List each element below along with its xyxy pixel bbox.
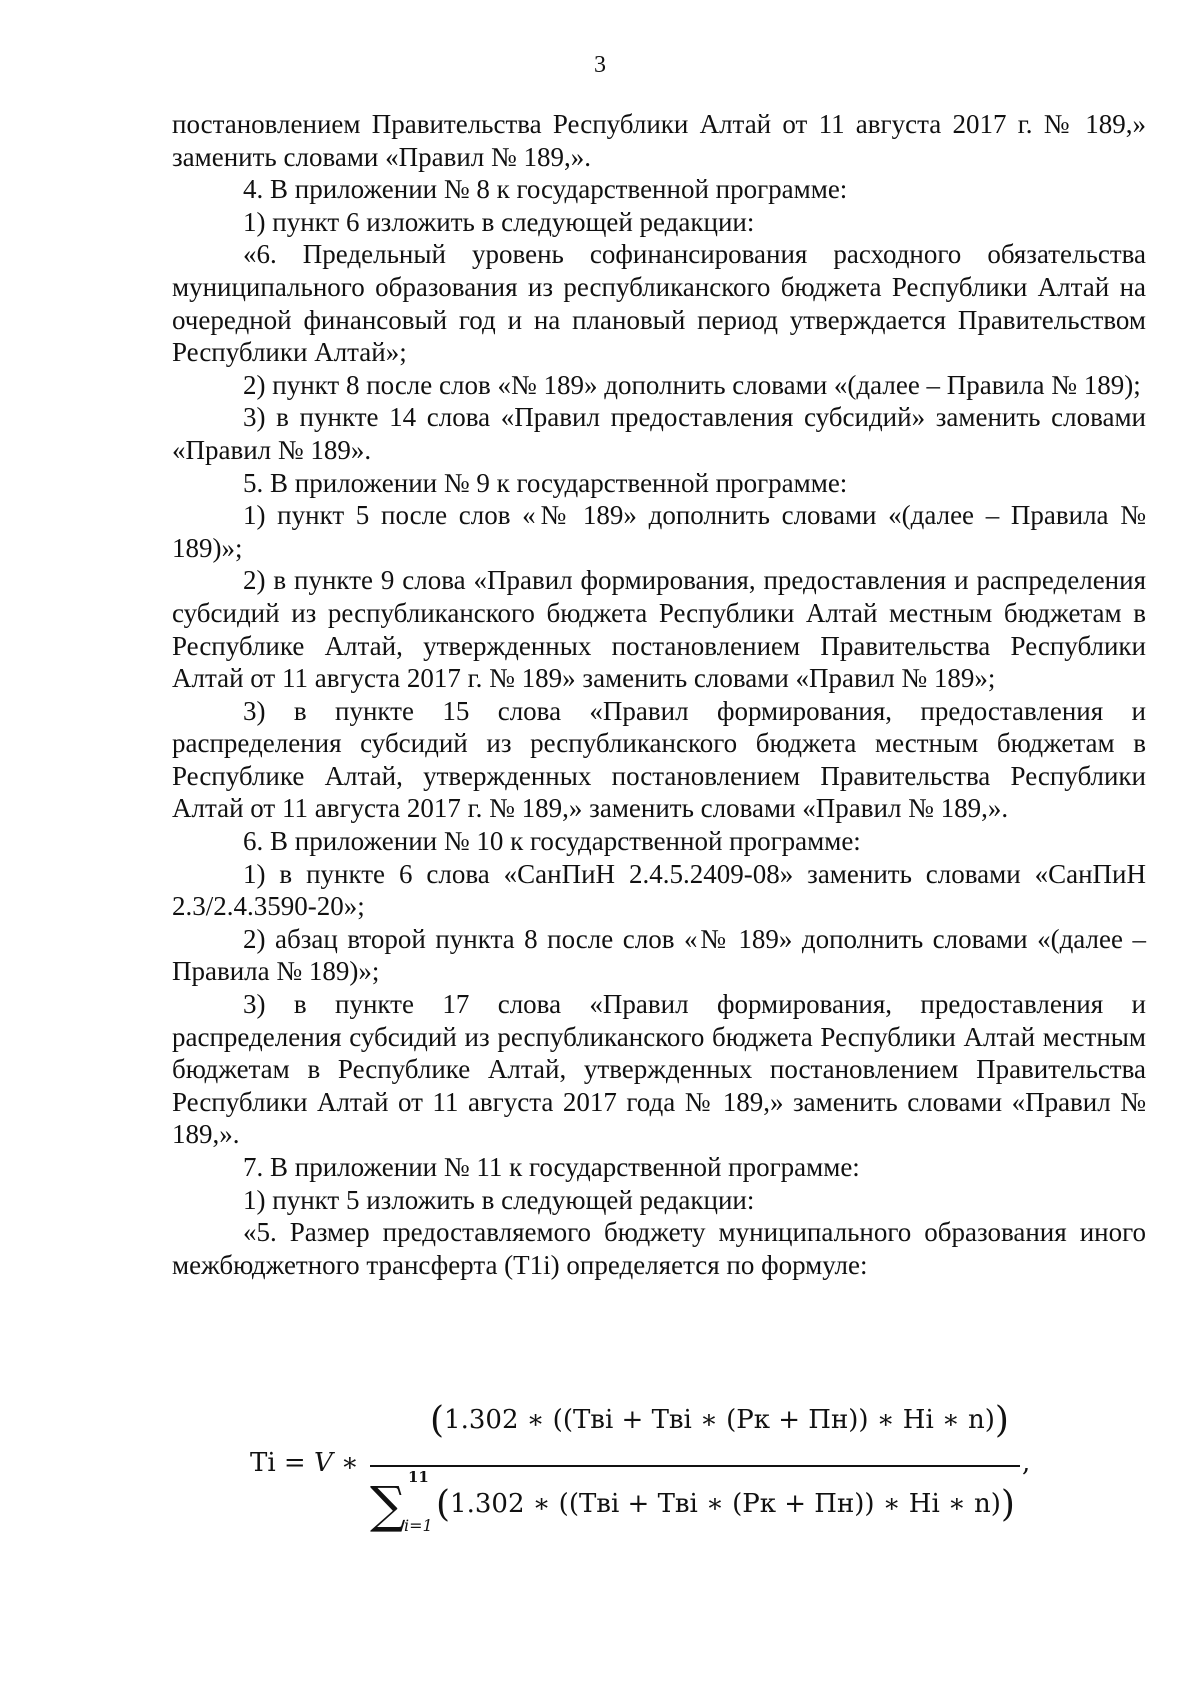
paragraph: 3) в пункте 15 слова «Правил формирования, предоставления и распределения субсидий из республиканского бюджета местным бюджетам в Республике Алтай, утвержденных постановлением Правительства Республики Алтай от 11 августа 2017 г. № 189,» заменить словами «Правил № 189,». [172, 695, 1146, 824]
paragraph: «6. Предельный уровень софинансирования расходного обязательства муниципального образования из республиканского бюджета Республики Алтай на очередной финансовый год и на плановый период утверждается Правительством Республики Алтай»; [172, 239, 1146, 368]
paragraph: постановлением Правительства Республики Алтай от 11 августа 2017 г. № 189,» заменить словами «Правил № 189,». [172, 109, 1146, 172]
formula-trailing: , [1022, 1448, 1031, 1478]
sum-upper-limit: 11 [408, 1468, 429, 1486]
formula-lhs-op: ∗ [332, 1448, 359, 1478]
paragraph: 3) в пункте 14 слова «Правил предоставления субсидий» заменить словами «Правил № 189». [172, 402, 1146, 465]
formula [250, 1392, 1030, 1542]
paragraph: 2) абзац второй пункта 8 после слов «№ 189» дополнить словами «(далее – Правила № 189)»; [172, 923, 1146, 987]
formula-denominator [436, 1484, 1015, 1525]
paragraph: 1) пункт 5 изложить в следующей редакции: [243, 1184, 755, 1215]
paragraph: 6. В приложении № 10 к государственной программе: [243, 826, 861, 857]
paragraph: 4. В приложении № 8 к государственной программе: [243, 174, 848, 205]
sigma-icon: ∑ [370, 1476, 406, 1534]
paragraph: 1) пункт 6 изложить в следующей редакции: [243, 206, 755, 237]
paragraph: 7. В приложении № 11 к государственной программе: [243, 1152, 860, 1182]
paragraph: 2) пункт 8 после слов «№ 189» дополнить словами «(далее – Правила № 189); [243, 369, 1141, 400]
fraction-bar [370, 1465, 1020, 1467]
formula-lhs-var: V [313, 1448, 333, 1478]
paragraph: 1) в пункте 6 слова «СанПиН 2.4.5.2409-08» заменить словами «СанПиН 2.3/2.4.3590-20»; [172, 858, 1146, 922]
paren-close-icon: ) [994, 1400, 1009, 1441]
formula-lhs-text: Ti = [250, 1448, 314, 1478]
summation [370, 1468, 440, 1538]
sum-lower-limit: i=1 [404, 1516, 433, 1535]
paragraph: 1) пункт 5 после слов «№ 189» дополнить словами «(далее – Правила № 189)»; [172, 500, 1146, 563]
paragraph: 3) в пункте 17 слова «Правил формирования, предоставления и распределения субсидий из республиканского бюджета Республики Алтай местным бюджетам в Республике Алтай, утвержденных постановлением Правительства Республики Алтай от 11 августа 2017 года № 189,» заменить словами «Правил № 189,». [172, 989, 1146, 1150]
denominator-text: 1.302 ∗ ((Твi + Твi ∗ (Рк + Пн)) ∗ Hi ∗ n) [450, 1489, 1001, 1519]
paragraph: 2) в пункте 9 слова «Правил формирования, предоставления и распределения субсидий из республиканского бюджета Республики Алтай местным бюджетам в Республике Алтай, утвержденных постановлением Правительства Республики Алтай от 11 августа 2017 г. № 189» заменить словами «Правил № 189»; [172, 565, 1146, 694]
paren-open-icon: ( [436, 1484, 451, 1525]
formula-lhs [250, 1448, 359, 1478]
document-body [172, 108, 1146, 1281]
formula-fraction [370, 1392, 1031, 1542]
paren-open-icon: ( [430, 1400, 445, 1441]
paragraph: «5. Размер предоставляемого бюджету муниципального образования иного межбюджетного трансферта (T1i) определяется по формуле: [172, 1217, 1146, 1280]
paren-close-icon: ) [1000, 1484, 1015, 1525]
numerator-text: 1.302 ∗ ((Твi + Твi ∗ (Рк + Пн)) ∗ Hi ∗ n) [444, 1405, 995, 1435]
paragraph: 5. В приложении № 9 к государственной программе: [243, 467, 848, 498]
page-number: 3 [594, 52, 606, 78]
formula-numerator [430, 1400, 1009, 1441]
